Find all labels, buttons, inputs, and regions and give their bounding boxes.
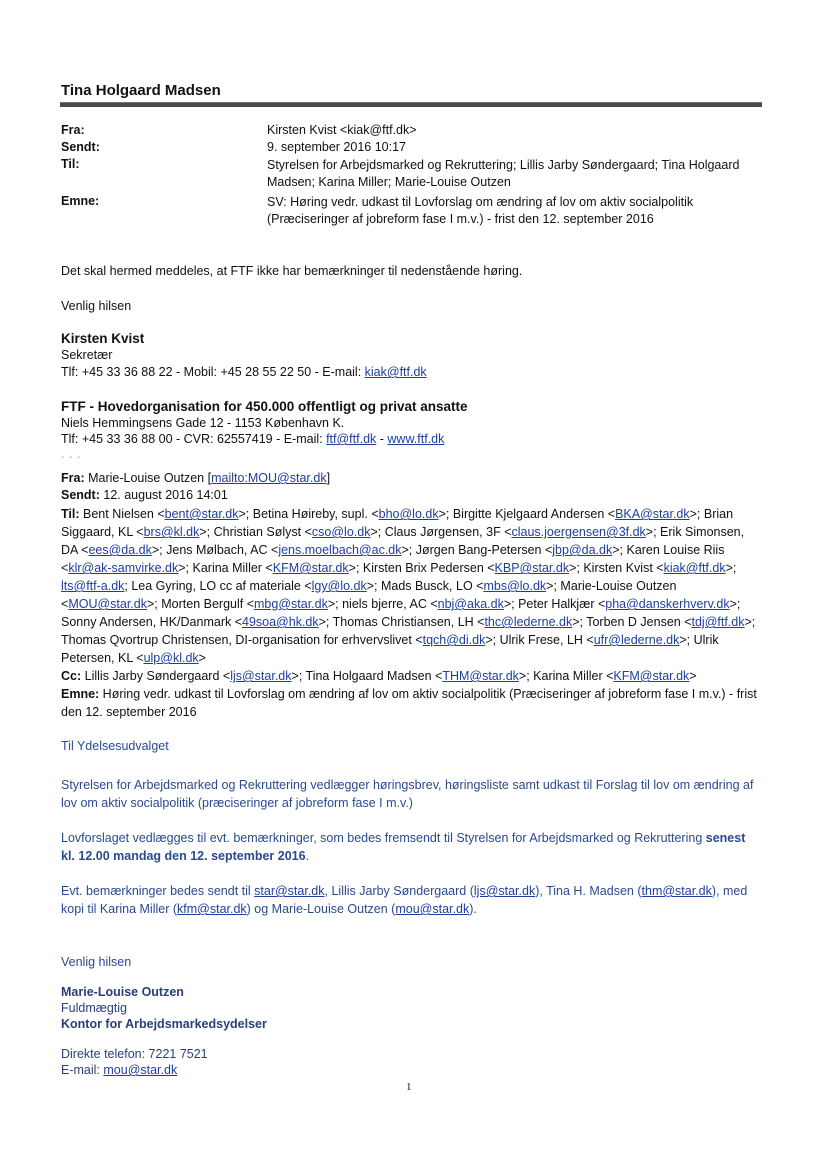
signature-role: Sekretær (61, 348, 113, 362)
signature-org-contact (61, 430, 761, 448)
fwd-sent-label: Sendt: (61, 488, 100, 502)
email-link[interactable]: tdj@ftf.dk (691, 615, 745, 629)
email-link[interactable]: KFM@star.dk (272, 561, 349, 575)
greeting: Venlig hilsen (61, 299, 132, 313)
letter-deadline: senest kl. 12.00 mandag den 12. september 2016 (61, 831, 746, 863)
email-link[interactable]: jens.moelbach@ac.dk (278, 543, 402, 557)
page-number: 1 (406, 1081, 412, 1093)
email-link[interactable]: brs@kl.dk (143, 525, 200, 539)
org-email-link[interactable]: ftf@ftf.dk (326, 432, 377, 446)
letter-salutation: Til Ydelsesudvalget (61, 739, 169, 753)
signature-name: Kirsten Kvist (61, 331, 145, 346)
sender-role: Fuldmægtig (61, 1001, 127, 1015)
email-link[interactable]: kiak@ftf.dk (663, 561, 726, 575)
email-link[interactable]: tqch@di.dk (422, 633, 486, 647)
fwd-from (61, 469, 761, 487)
fwd-to (61, 505, 761, 667)
email-link[interactable]: thc@lederne.dk (484, 615, 573, 629)
email-link[interactable]: KBP@star.dk (494, 561, 570, 575)
email-link[interactable]: mou@star.dk (395, 902, 470, 916)
signature-org: FTF - Hovedorganisation for 450.000 offentligt og privat ansatte (61, 399, 468, 414)
letter-p2 (61, 829, 761, 865)
sender-phone: Direkte telefon: 7221 7521 (61, 1047, 208, 1061)
signature-email-link[interactable]: kiak@ftf.dk (364, 365, 427, 379)
email-link[interactable]: star@star.dk (254, 884, 325, 898)
email-link[interactable]: ulp@kl.dk (143, 651, 199, 665)
from-label: Fra: (61, 123, 85, 137)
email-link[interactable]: pha@danskerhverv.dk (605, 597, 730, 611)
email-link[interactable]: jbp@da.dk (552, 543, 613, 557)
signature-address: Niels Hemmingsens Gade 12 - 1153 København K. (61, 416, 345, 430)
fwd-subject-text: Høring vedr. udkast til Lovforslag om ændring af lov om aktiv socialpolitik (Præciseringer af jobreform fase I m.v.) - frist den 12. september 2016 (61, 687, 757, 719)
fwd-cc (61, 667, 761, 685)
email-link[interactable]: mbs@lo.dk (483, 579, 547, 593)
fwd-cc-label: Cc: (61, 669, 82, 683)
fwd-subject (61, 685, 761, 721)
email-link[interactable]: lts@ftf-a.dk (61, 579, 125, 593)
signature-phone (61, 363, 761, 381)
body-intro: Det skal hermed meddeles, at FTF ikke har bemærkninger til nedenstående høring. (61, 264, 523, 278)
email-link[interactable]: nbj@aka.dk (437, 597, 504, 611)
sender-office: Kontor for Arbejdsmarkedsydelser (61, 1017, 267, 1031)
email-link[interactable]: MOU@star.dk (68, 597, 147, 611)
org-phone-text: Tlf: +45 33 36 88 00 - CVR: 62557419 - E-mail: (61, 432, 327, 446)
fwd-subject-label: Emne: (61, 687, 100, 701)
email-link[interactable]: claus.joergensen@3f.dk (511, 525, 646, 539)
email-link[interactable]: ees@da.dk (88, 543, 152, 557)
fwd-to-label: Til: (61, 507, 80, 521)
fwd-sent-text: 12. august 2016 14:01 (99, 488, 228, 502)
fwd-recipients: Bent Nielsen <bent@star.dk>; Betina Høireby, supl. <bho@lo.dk>; Birgitte Kjelgaard Andersen <BKA@star.dk>; Brian Siggaard, KL <brs@kl.dk>; Christian Sølyst <cso@lo.dk>; Claus Jørgensen, 3F <claus.joergensen@3f.dk>; Erik Simonsen, DA <ees@da.dk>; Jens Mølbach, AC <jens.moelbach@ac.dk>; Jørgen Bang-Petersen <jbp@da.dk>; Karen Louise Riis <klr@ak-samvirke.dk>; Karina Miller <KFM@star.dk>; Kirsten Brix Pedersen <KBP@star.dk>; Kirsten Kvist <kiak@ftf.dk>; lts@ftf-a.dk; Lea Gyring, LO cc af materiale <lgy@lo.dk>; Mads Busck, LO <mbs@lo.dk>; Marie-Louise Outzen <MOU@star.dk>; Morten Bergulf <mbg@star.dk>; niels bjerre, AC <nbj@aka.dk>; Peter Halkjær <pha@danskerhverv.dk>; Sonny Andersen, HK/Danmark <49soa@hk.dk>; Thomas Christiansen, LH <thc@lederne.dk>; Torben D Jensen <tdj@ftf.dk>; Thomas Qvortrup Christensen, DI-organisation for erhvervslivet <tqch@di.dk>; Ulrik Frese, LH <ufr@lederne.dk>; Ulrik Petersen, KL <ulp@kl.dk> (61, 507, 756, 665)
email-link[interactable]: 49soa@hk.dk (242, 615, 319, 629)
email-link[interactable]: ljs@star.dk (230, 669, 292, 683)
title-rule (60, 102, 762, 107)
org-web-link[interactable]: www.ftf.dk (387, 432, 445, 446)
letter-p3: Evt. bemærkninger bedes sendt til star@star.dk, Lillis Jarby Søndergaard (ljs@star.dk), Tina H. Madsen (thm@star.dk), med kopi til Karina Miller (kfm@star.dk) og Marie-Louise Outzen (mou@star.dk). (61, 884, 748, 916)
email-link[interactable]: THM@star.dk (442, 669, 519, 683)
email-link[interactable]: thm@star.dk (641, 884, 712, 898)
org-sep: - (376, 432, 388, 446)
fwd-from-close: ] (326, 471, 331, 485)
from-value: Kirsten Kvist <kiak@ftf.dk> (267, 123, 417, 137)
email-link[interactable]: ufr@lederne.dk (593, 633, 680, 647)
email-link[interactable]: lgy@lo.dk (311, 579, 367, 593)
fwd-from-text: Marie-Louise Outzen [ (84, 471, 212, 485)
fwd-from-link[interactable]: mailto:MOU@star.dk (211, 471, 327, 485)
fwd-cc-list: Lillis Jarby Søndergaard <ljs@star.dk>; Tina Holgaard Madsen <THM@star.dk>; Karina Miller <KFM@star.dk> (81, 669, 697, 683)
email-link[interactable]: mbg@star.dk (254, 597, 328, 611)
subject-label: Emne: (61, 194, 100, 208)
subject-value: SV: Høring vedr. udkast til Lovforslag om ændring af lov om aktiv socialpolitik (Præciseringer af jobreform fase I m.v.) - frist den 12. september 2016 (267, 195, 694, 226)
letter-p2-a: Lovforslaget vedlægges til evt. bemærkninger, som bedes fremsendt til Styrelsen for Arbejdsmarked og Rekruttering (61, 831, 706, 845)
letter-p1: Styrelsen for Arbejdsmarked og Rekruttering vedlægger høringsbrev, høringsliste samt udkast til Forslag til lov om ændring af lov om aktiv socialpolitik (præciseringer af jobreform fase I m.v.) (61, 778, 754, 810)
email-link[interactable]: kfm@star.dk (177, 902, 247, 916)
sent-label: Sendt: (61, 140, 100, 154)
fwd-from-label: Fra: (61, 471, 85, 485)
email-link[interactable]: BKA@star.dk (615, 507, 690, 521)
sent-value: 9. september 2016 10:17 (267, 140, 406, 154)
email-link[interactable]: klr@ak-samvirke.dk (68, 561, 179, 575)
signature-phone-text: Tlf: +45 33 36 88 22 - Mobil: +45 28 55 22 50 - E-mail: (61, 365, 365, 379)
to-label: Til: (61, 157, 80, 171)
email-link[interactable]: cso@lo.dk (311, 525, 371, 539)
sender-email-label: E-mail: (61, 1063, 104, 1077)
sender-email (61, 1062, 177, 1078)
to-value: Styrelsen for Arbejdsmarked og Rekruttering; Lillis Jarby Søndergaard; Tina Holgaard Madsen; Karina Miller; Marie-Louise Outzen (267, 158, 740, 189)
fwd-sent (61, 486, 761, 504)
sender-email-link[interactable]: mou@star.dk (103, 1063, 178, 1077)
page-title: Tina Holgaard Madsen (61, 82, 221, 99)
email-link[interactable]: bho@lo.dk (378, 507, 439, 521)
email-link[interactable]: ljs@star.dk (473, 884, 536, 898)
letter-closing: Venlig hilsen (61, 955, 132, 969)
letter-p2-c: . (305, 849, 310, 863)
sender-name: Marie-Louise Outzen (61, 985, 184, 999)
email-link[interactable]: bent@star.dk (164, 507, 239, 521)
separator-dashes: - - - (61, 452, 82, 463)
email-link[interactable]: KFM@star.dk (613, 669, 690, 683)
